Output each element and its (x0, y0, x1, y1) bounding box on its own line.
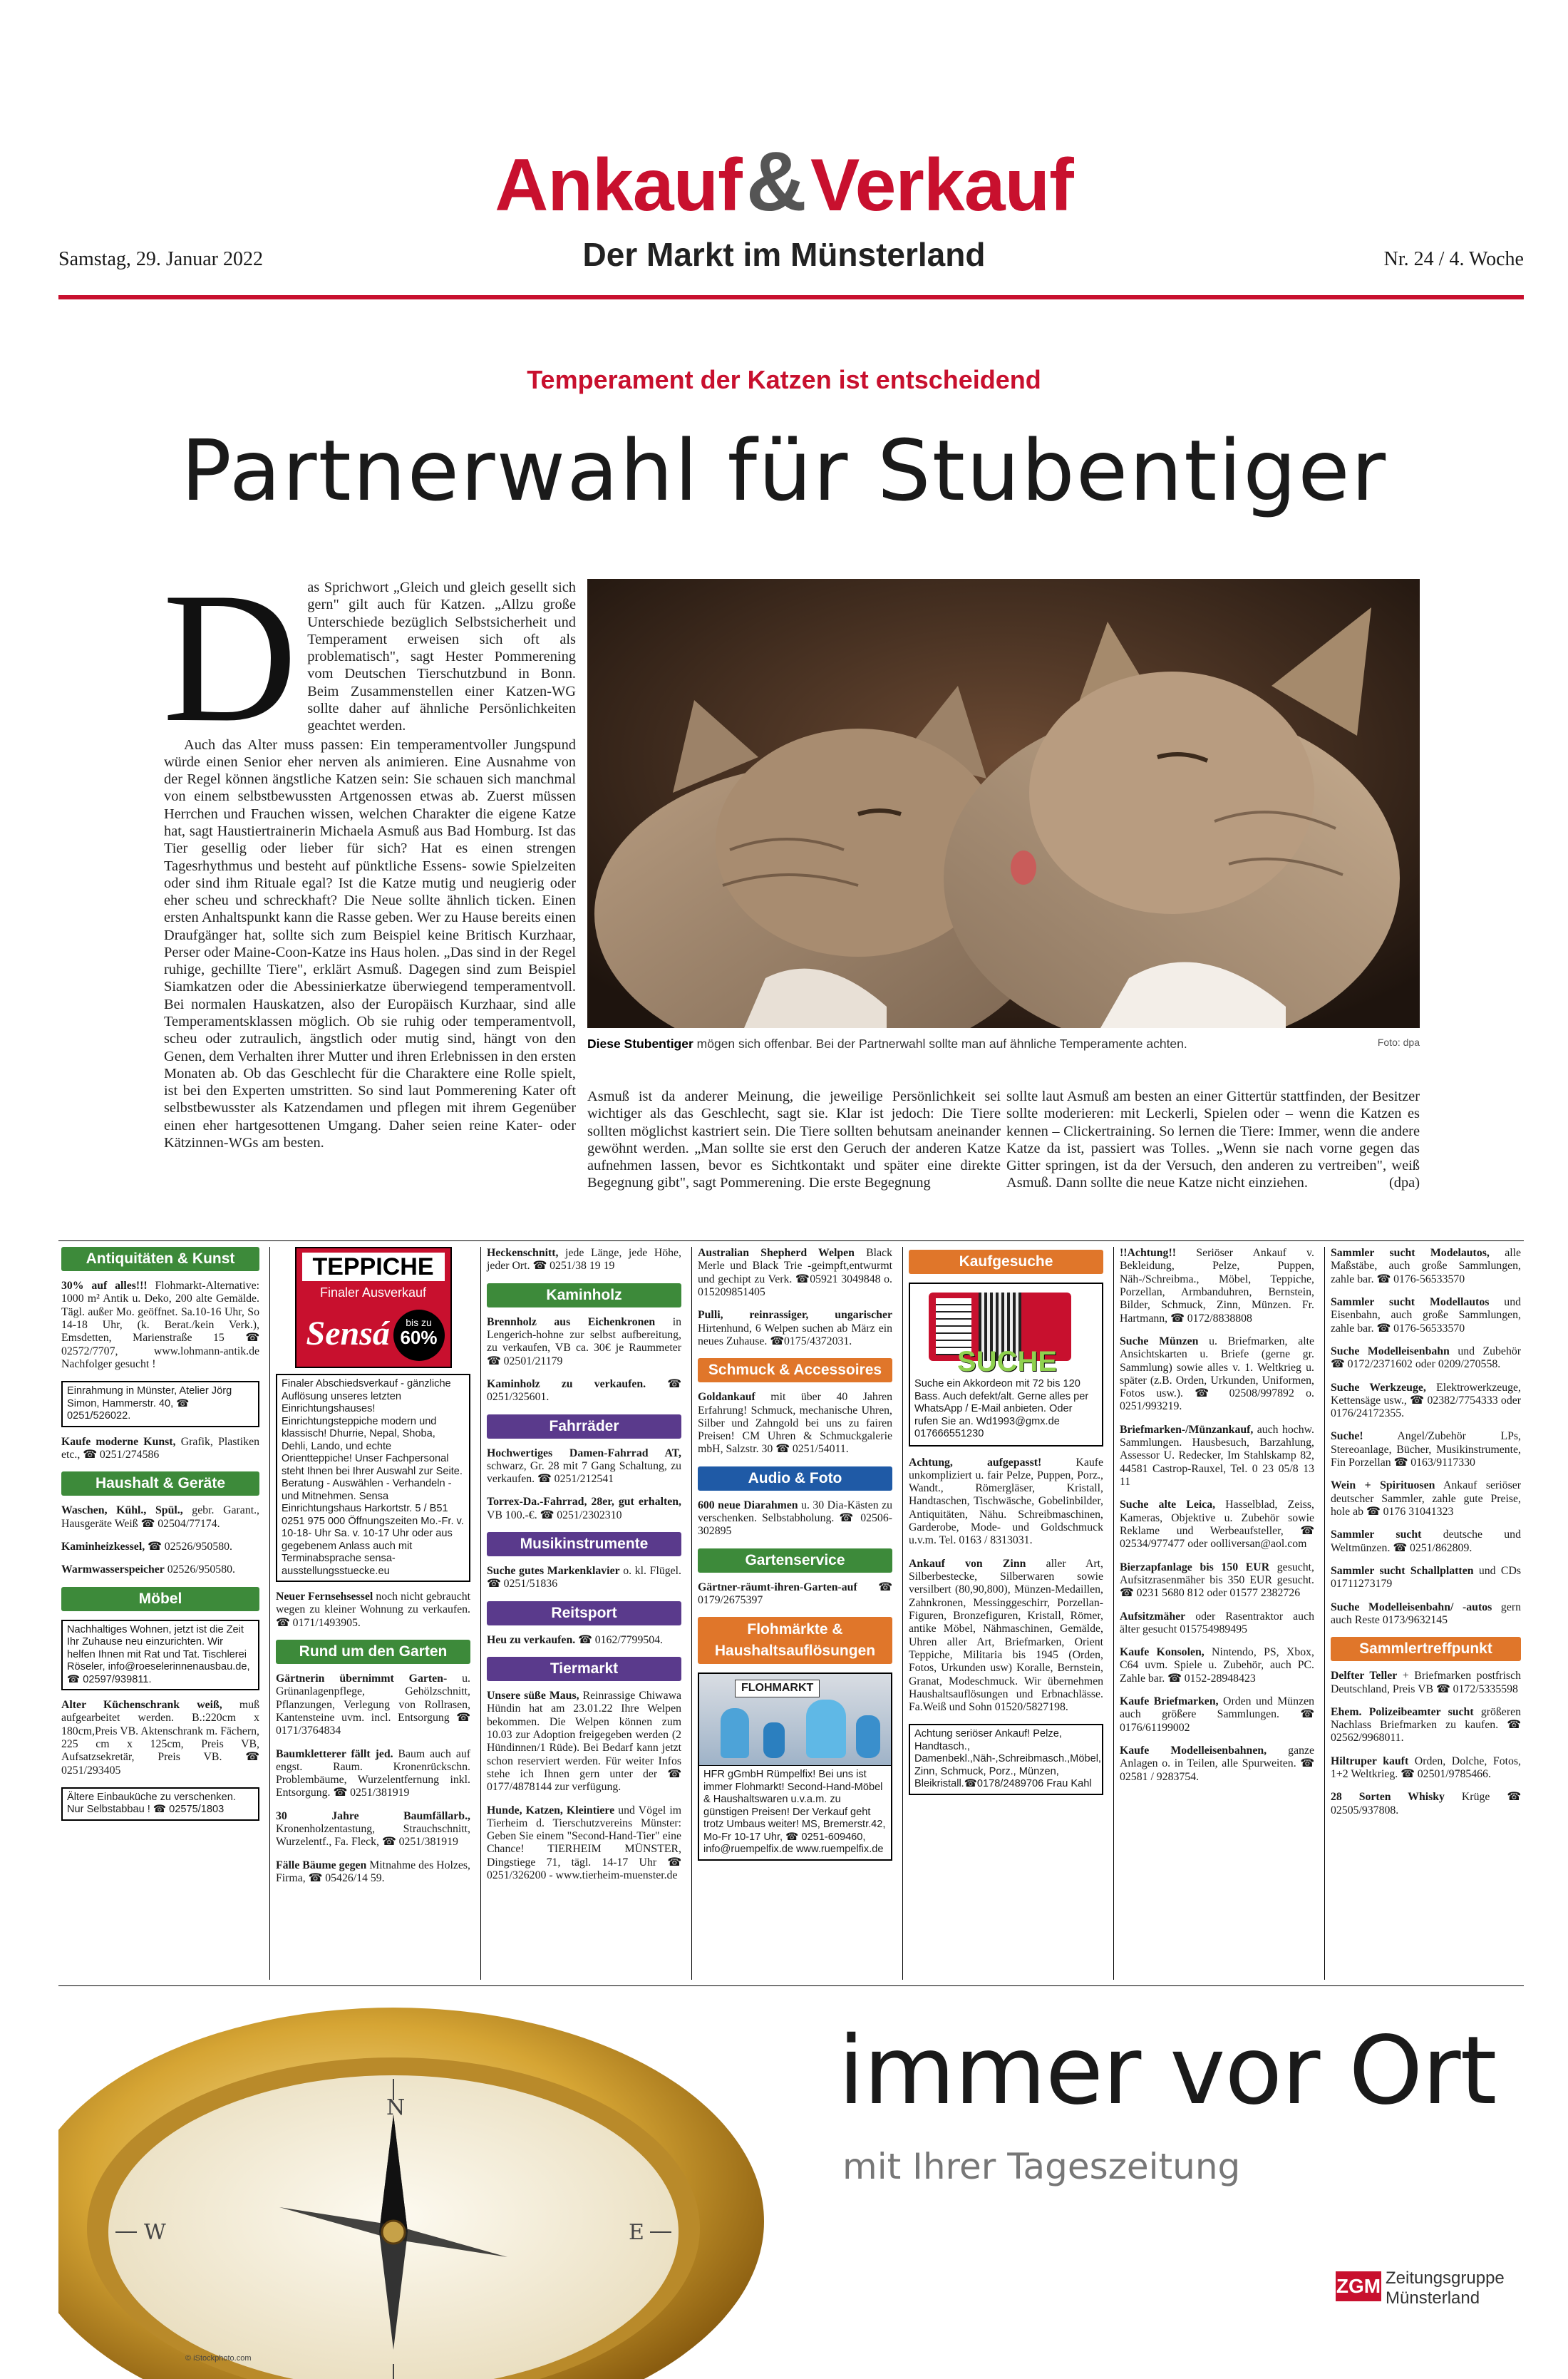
photo-credit: Foto: dpa (1377, 1037, 1420, 1048)
article-headline: Partnerwahl für Stubentiger (180, 421, 1388, 520)
article-body-1: Auch das Alter muss passen: Ein temperamentvoller Jungspund würde einen Senior eher nerven als animieren. Eine Ausnahme von der Regel können ängstliche Katzen sein: Sie schauen sich manchmal von einem selbstbewussten Artgenossen etwas ab. Zuerst müssen Herrchen und Frauchen wissen, welchen Charakter die eigene Katze hat, sagt Haustiertrainerin Michaela Asmuß aus Bad Homburg. Ist das Tier gesellig oder lieber für sich? Hat es einen strengen Tagesrhythmus und besteht auf pünktliche Essens- sowie Spielzeiten oder sind ihm Rituale egal? Ist die Katze mutig und neugierig oder eher scheu und schreckhaft? Die Neue sollte ähnlich ticken. Einen ersten Anhaltspunkt kann die Rasse geben. Wer zu Hause bereits einen Draufgänger hat, sollte sich zum Beispiel keine Britisch Kurzhaar, Perser oder Maine-Coon-Katze ins Haus holen. „Das sind in der Regel ruhige, gechillte Tiere", erklärt Asmuß. Dagegen sind zum Beispiel Siamkatzen oder die Abessinierkatze überwiegend temperamentvoll. Bei normalen Hauskatzen, also der Europäisch Kurzhaar, sind alle Temperamentsklassen möglich. Ob sie ruhig oder temperamentvoll, scheu oder zutraulich, ängstlich oder mutig sind, hängt von den Genen, dem Verhalten ihrer Mutter und ihren Erlebnissen in den ersten Monaten ab. Ob das Geschlecht für die Charaktere eine Rolle spielt, ist bei den Experten umstritten. So sind laut Pommerening Kater oft selbstbewusster als Katzendamen und pflegen mit ihrem Gegenüber einen eher hartgesottenen Umgang. Daher seien reine Kater- oder Kätzinnen-WGs am besten. (164, 736, 576, 1151)
article-column-1 (163, 554, 576, 1151)
classified-ad: Kaminheizkessel, ☎ 02526/950580. (61, 1540, 232, 1553)
classified-ad: Heckenschnitt, jede Länge, jede Höhe, jeder Ort. ☎ 0251/38 19 19 (487, 1247, 681, 1273)
section-header-pets: Tiermarkt (487, 1657, 681, 1681)
classified-ad: Suche gutes Markenklavier o. kl. Flügel. ☎ 0251/51836 (487, 1565, 681, 1591)
article-kicker: Temperament der Katzen ist entscheidend (527, 365, 1041, 394)
classified-ad: Warmwasserspeicher 02526/950580. (61, 1563, 235, 1576)
photo-credit-istock: © iStockphoto.com (185, 2354, 252, 2363)
section-header-garden-service: Gartenservice (698, 1548, 892, 1573)
classified-ad: Sammler sucht Modelautos, alle Maßstäbe, auch große Sammlungen, zahle bar. ☎ 0176-56533570 (1331, 1247, 1522, 1285)
classified-ad: Suche Modelleisenbahn/ -autos gern auch Reste 0173/9632145 (1331, 1600, 1521, 1626)
publisher-line-1: Zeitungsgruppe (1386, 2268, 1505, 2288)
classified-ad: Unsere süße Maus, Reinrassige Chiwawa Hündin hat am 23.01.22 Ihre Welpen bekommen. Die Welpen können zum 10.03 zur Adoption freigegeben werden (2 Hündinnen/1 Rüde). Bei Bedarf kann jetzt schon reserviert werden. Für weiter Infos stehe ich Ihnen gern unter der ☎ 0177/4878144 zur verfügung. (487, 1690, 681, 1794)
classified-ad: Ankauf von Zinn aller Art, Silberbestecke, Silberwaren sowie versilbert (80,90,800), Münzen-Medaillen, Zahnkronen, Messinggeschirr, Porzellan-Figuren, Bronzefiguren, Kristall, Römer, antike Möbel, Nähmaschinen, Gemälde, Uhren aller Art, Briefmarken, Orient Teppiche, Militaria bis 1945 (Orden, Fotos, Urkunden usw) Koralle, Bernstein, Granat, Modeschmuck. Wir übernehmen Haushaltsauflösungen und Erbnachlässe. Fa.Weiß und Sohn 01520/5827198. (909, 1557, 1103, 1714)
classified-ad: Sammler sucht deutsche und Weltmünzen. ☎ 0251/862809. (1331, 1528, 1521, 1554)
classified-ad: 30 Jahre Baumfällarb., Kronenholzentastung, Strauchschnitt, Wurzelentf., Fa. Fleck, ☎ 0251/381919 (276, 1809, 470, 1849)
compass-letter-n: N (386, 2095, 406, 2120)
issue-date: Samstag, 29. Januar 2022 (58, 248, 263, 270)
wanted-label: SUCHE (957, 1346, 1058, 1377)
classified-ad: 28 Sorten Whisky Krüge ☎ 02505/937808. (1331, 1791, 1521, 1817)
classified-ad: Neuer Fernsehsessel noch nicht gebraucht wegen zu kleiner Wohnung zu verkaufen. ☎ 0171/1493905. (276, 1591, 470, 1629)
classified-ad: Suche! Angel/Zubehör LPs, Stereoanlage, Bücher, Musikinstrumente, Fin Porzellan ☎ 0163/9117330 (1331, 1430, 1521, 1469)
article-column-3 (1006, 1088, 1420, 1192)
publisher-line-2: Münsterland (1386, 2288, 1480, 2308)
classified-ad: Hiltruper kauft Orden, Dolche, Fotos, 1+2 Weltkrieg. ☎ 02501/9785466. (1331, 1754, 1521, 1781)
section-header-instruments: Musikinstrumente (487, 1532, 681, 1556)
framed-ad: Einrahmung in Münster, Atelier Jörg Simon, Hammerstr. 40, ☎ 0251/526022. (61, 1381, 259, 1427)
classified-ad: Gärtner-räumt-ihren-Garten-auf ☎ 0179/2675397 (698, 1581, 892, 1606)
framed-ad: HFR gGmbH Rümpelfix! Bei uns ist immer Flohmarkt! Second-Hand-Möbel & Haushaltswaren u.v.a.m. zu günstigen Preisen! Der Verkauf geht trotz Umbaus weiter! MS, Bremerstr.42, Mo-Fr 10-17 Uhr, ☎ 0251-609460, info@ruempelfix.de www.ruempelfix.de (698, 1765, 892, 1861)
section-header-collectors: Sammlertreffpunkt (1331, 1637, 1521, 1661)
article-lead: as Sprichwort „Gleich und gleich gesellt sich gern" gilt auch für Katzen. „Allzu große Unterschiede bezüglich Selbstsicherheit und Temperament erweisen sich oft als problematisch", sagt Hester Pommerening vom Deutschen Tierschutzbund in Bonn. Beim Zusammenstellen einer Katzen-WG sollte daher auf ähnliche Persönlichkeiten geachtet werden. (307, 580, 576, 734)
classified-ad: Alter Küchenschrank weiß, muß aufgearbeitet werden. B.:220cm x 180cm,Preis VB. Aktenschrank m. Fächern, 225 cm x 125cm, Preis VB, Aufsatzsekretär, Preis VB. ☎ 0251/293405 (61, 1699, 259, 1777)
zgm-logo: ZGM (1336, 2271, 1381, 2301)
classifieds-column-5 (902, 1247, 1109, 1980)
masthead-word-verkauf: Verkauf (810, 144, 1073, 227)
issue-number: Nr. 24 / 4. Woche (1383, 248, 1524, 270)
classified-ad: Pulli, reinrassiger, ungarischer Hirtenhund, 6 Welpen suchen ab März ein neues Zuhause. ☎0175/4372031. (698, 1309, 892, 1347)
classified-ad: Kaufe moderne Kunst, Grafik, Plastiken etc., ☎ 0251/274586 (61, 1435, 259, 1461)
section-header-antiques: Antiquitäten & Kunst (61, 1247, 259, 1271)
classifieds-column-4 (691, 1247, 898, 1980)
section-header-flea-markets: Flohmärkte & Haushaltsauflösungen (698, 1617, 892, 1664)
flea-market-photo (698, 1673, 892, 1765)
classifieds-section (58, 1240, 1524, 1986)
masthead-tagline: Der Markt im Münsterland (582, 236, 986, 273)
classified-ad: Waschen, Kühl., Spül., gebr. Garant., Hausgeräte Weiß ☎ 02504/77174. (61, 1504, 259, 1530)
section-header-wanted: Kaufgesuche (909, 1250, 1103, 1274)
classified-ad: Bierzapfanlage bis 150 EUR gesucht, Aufsitzrasenmäher bis 350 EUR gesucht. ☎ 0231 5680 812 oder 01577 2382726 (1120, 1561, 1314, 1600)
classified-ad: Aufsitzmäher oder Rasentraktor auch älter gesucht 015754989495 (1120, 1610, 1314, 1635)
classified-ad: Suche alte Leica, Hasselblad, Zeiss, Kameras, Objektive u. Zubehör sowie Reklame und Werbeaufsteller, ☎ 02534/977477 oder oolliversan@aol.com (1120, 1499, 1314, 1551)
classified-ad: Sammler sucht Modellautos und Eisenbahn, auch große Sammlungen, zahle bar. ☎ 0176-56533570 (1331, 1295, 1521, 1335)
classified-ad: Hunde, Katzen, Kleintiere und Vögel im Tierheim d. Tierschutzvereins Münster: Geben Sie einem "Second-Hand-Tier" eine Chance! TIERHEIM MÜNSTER, Dingstiege 71, tägl. 14-17 Uhr ☎ 0251/326200 - www.tierheim-muenster.de (487, 1804, 682, 1882)
classified-ad: Goldankauf mit über 40 Jahren Erfahrung! Schmuck, mechanische Uhren, Silber und Zahngold bei uns zu fairen Preisen! CM Uhren & Schmuckgalerie mbH, Salzstr. 30 ☎ 0251/54011. (698, 1391, 892, 1456)
classified-ad: 30% auf alles!!! Flohmarkt-Alternative: 1000 m² Antik u. Deko, 200 alte Gemälde. Tägl. außer Mo. geöffnet. Sa.10-16 Uhr, So 14-18 Uhr, (k. Berat./kein Verk.), Emsdetten, Marienstraße 15 ☎ 02572/7707, www.lohmann-antik.de Nachfolger gesucht ! (61, 1280, 259, 1370)
sensa-carpet-logo (295, 1247, 452, 1368)
classified-ad: Ehem. Polizeibeamter sucht größeren Nachlass Briefmarken zu kaufen. ☎ 02562/9968011. (1331, 1705, 1521, 1745)
classified-ad: Achtung, aufgepasst! Kaufe unkompliziert u. fair Pelze, Puppen, Porz., Wandt., Römergläser, Kristall, Handtaschen, Tischwäsche, Gobelinbilder, Antiquitäten, Nähu. Schreibmaschinen, Garderobe, Mode- und Goldschmuck u.v.m. Tel. 0163 / 8313031. (909, 1456, 1103, 1547)
classified-ad: Australian Shepherd Welpen Black Merle und Black Trie -geimpft,entwurmt und gechipt zu Verk. ☎05921 3049848 o. 015209851405 (698, 1247, 892, 1298)
classified-ad: Baumkletterer fällt jed. Baum auch auf engst. Raum. Kronenrückschn. Problembäume, Wurzelentfernung inkl. Entsorgung. ☎ 0251/381919 (276, 1747, 470, 1799)
section-header-jewelry: Schmuck & Accessoires (698, 1358, 892, 1382)
glassware-illustration (721, 1708, 749, 1758)
publisher-name (1386, 2268, 1505, 2308)
classified-ad: Kaufe Modelleisenbahnen, ganze Anlagen o. in Teilen, alle Spurweiten. ☎ 02581 / 9283754. (1120, 1745, 1315, 1783)
classifieds-column-3 (480, 1247, 687, 1980)
classified-ad: Kaminholz zu verkaufen. ☎ 0251/325601. (487, 1377, 681, 1404)
discount-badge (393, 1310, 445, 1361)
classified-ad: Suche Modelleisenbahn und Zubehör ☎ 0172/2371602 oder 0209/270558. (1331, 1345, 1522, 1371)
logo-title: TEPPICHE (302, 1253, 445, 1281)
classifieds-column-6 (1113, 1247, 1320, 1980)
compass-letter-w: W (144, 2220, 166, 2245)
classified-ad: Heu zu verkaufen. ☎ 0162/7799504. (487, 1633, 663, 1646)
framed-ad: Finaler Abschiedsverkauf - gänzliche Auflösung unseres letzten Einrichtungshauses! Einrichtungsteppiche modern und klassisch! Dhurrie, Nepal, Shoba, Dehli, Lando, und echte Orientteppiche! Unser Fachpersonal steht Ihnen bei Ihrer Auswahl zur Seite. Beratung - Auswählen - Verhandeln - und Mitnehmen. Sensa Einrichtungshaus Harkortstr. 5 / B51 0251 975 000 Öffnungszeiten Mo.-Fr. v. 10-18- Uhr Sa. v. 10-17 Uhr oder aus gegebenem Anlass auch mit Terminabsprache sensa-ausstellungsstuecke.eu (276, 1374, 470, 1582)
section-header-garden: Rund um den Garten (276, 1640, 470, 1664)
classified-ad: Gärtnerin übernimmt Garten- u. Grünanlagenpflege, Gehölzschnitt, Pflanzungen, Verlegung von Rollrasen, Kantensteine uvm. incl. Entsorgung ☎ 0171/3764834 (276, 1672, 470, 1737)
caption-lead: Diese Stubentiger (587, 1037, 693, 1051)
framed-ad: Ältere Einbauküche zu verschenken. Nur Selbstabbau ! ☎ 02575/1803 (61, 1787, 259, 1821)
section-header-audio-photo: Audio & Foto (698, 1466, 892, 1491)
classified-ad: Torrex-Da.-Fahrrad, 28er, gut erhalten, VB 100.-€. ☎ 0251/2302310 (487, 1496, 681, 1521)
logo-brand: Sensá (306, 1315, 390, 1352)
classified-ad: Sammler sucht Schallplatten und CDs 01711273179 (1331, 1564, 1522, 1591)
article-body-3: sollte laut Asmuß am besten an einer Gittertür stattfinden, der Besitzer sollte moderieren: mit Leckerli, Spielen oder – wenn die Katzen es kennen – Clickertraining. So lernen die Tiere: Immer, wenn die andere Katze da ist, passiert was Tolles. „Wenn sie nach vorne gegen das Gitter springen, ist da der Versuch, den anderen zu vertreiben", weiß Asmuß. Dann sollte die neue Katze nicht einziehen. (1006, 1089, 1420, 1191)
section-header-furniture: Möbel (61, 1587, 259, 1611)
photo-caption (587, 1037, 1420, 1052)
article-source: (dpa) (1388, 1175, 1420, 1191)
logo-subtitle: Finaler Ausverkauf (319, 1285, 427, 1300)
accordion-illustration (914, 1288, 1098, 1377)
classified-ad: Suche Münzen u. Briefmarken, alte Ansichtskarten u. Briefe (gerne gr. Sammlung) sowie alles v. 1. Weltkrieg u. später (z.B. Orden, Urkunden, Uniformen, Fotos usw.). ☎ 02508/997892 o. 0251/993219. (1120, 1335, 1314, 1413)
badge-percent: 60% (400, 1327, 438, 1349)
glassware-illustration (806, 1700, 846, 1758)
framed-ad: Achtung seriöser Ankauf! Pelze, Handtasch., Damenbekl.,Näh-,Schreibmasch.,Möbel, Zinn, Schmuck, Porz., Münzen, Bleikristall.☎0178/2489706 Frau Kahl (909, 1724, 1103, 1795)
classified-ad: !!Achtung!! Seriöser Ankauf v. Bekleidung, Pelze, Puppen, Näh-/Schreibma., Möbel, Teppiche, Porzellan, Armbanduhren, Bernstein, Bilder, Schmuck, Zinn, Münzen. Fr. Hartmann, ☎ 0172/8838808 (1120, 1247, 1314, 1325)
masthead-logo (0, 135, 1568, 229)
flea-market-sign: FLOHMARKT (735, 1680, 820, 1697)
section-header-household: Haushalt & Geräte (61, 1471, 259, 1496)
classified-ad: Briefmarken-/Münzankauf, auch hochw. Sammlungen. Hausbesuch, Barzahlung, Assessor U. Redecker, Im Stahlskamp 82, 44581 Castrop-Rauxel, Tel. 0 23 05/8 13 11 (1120, 1423, 1314, 1488)
accordion-ad-text: Suche ein Akkordeon mit 72 bis 120 Bass. Auch defekt/alt. Gerne alles per WhatsApp / E-Mail anbieten. Oder rufen Sie an. Wd1993@gmx.de 017666551230 (914, 1378, 1089, 1439)
classified-ad: Kaufe Konsolen, Nintendo, PS, Xbox, C64 uvm. Spiele u. Zubehör, auch PC. Zahle bar. ☎ 0152-28948423 (1120, 1646, 1314, 1685)
article-photo-cats (587, 579, 1420, 1028)
classified-ad: Hochwertiges Damen-Fahrrad AT, schwarz, Gr. 28 mit 7 Gang Schaltung, zu verkaufen. ☎ 0251/212541 (487, 1447, 681, 1486)
glassware-illustration (856, 1715, 880, 1758)
caption-text: mögen sich offenbar. Bei der Partnerwahl sollte man auf ähnliche Temperamente achten. (693, 1037, 1187, 1051)
advert-subclaim: mit Ihrer Tageszeitung (842, 2146, 1241, 2187)
classified-ad: 600 neue Diarahmen u. 30 Dia-Kästen zu verschenken. Selbstabholung. ☎ 02506-302895 (698, 1499, 892, 1538)
section-header-equestrian: Reitsport (487, 1601, 681, 1625)
masthead-rule (58, 295, 1524, 299)
classifieds-column-7 (1324, 1247, 1524, 1980)
classified-ad: Delfter Teller + Briefmarken postfrisch Deutschland, Preis VB ☎ 0172/5335598 (1331, 1670, 1521, 1695)
compass-icon (58, 1993, 842, 2379)
cats-photo-illustration (587, 579, 1420, 1028)
classified-ad: Brennholz aus Eichenkronen in Lengerich-hohne zur selbst aufbereitung, zu verkaufen, VB ca. 30€ je Raummeter ☎ 02501/21179 (487, 1315, 681, 1367)
masthead-ampersand: & (746, 135, 806, 229)
classified-ad: Kaufe Briefmarken, Orden und Münzen auch größere Sammlungen. ☎ 0176/61199002 (1120, 1695, 1314, 1734)
classifieds-column-1 (58, 1247, 265, 1980)
classified-ad: Fälle Bäume gegen Mitnahme des Holzes, Firma, ☎ 05426/14 59. (276, 1859, 470, 1884)
article-column-2: Asmuß ist da anderer Meinung, die jeweilige Persönlichkeit sei wichtiger als das Geschlecht, sagt sie. Klar ist jedoch: Die Tiere sollten möglichst kastriert sein. Die Tiere sollten behutsam aneinander gewöhnt werden. „Man sollte sie erst den Geruch der anderen Katze aufnehmen lassen, bevor es Sichtkontakt und später eine direkte Begegnung gibt", sagt Pommerening. Die erste Begegnung (587, 1089, 1001, 1191)
compass-letter-e: E (629, 2220, 644, 2245)
masthead-word-ankauf: Ankauf (495, 144, 742, 227)
advert-claim: immer vor Ort (838, 2016, 1497, 2126)
classifieds-column-2 (269, 1247, 476, 1980)
classified-ad: Wein + Spirituosen Ankauf seriöser deutscher Sammler, zahle gute Preise, hole ab ☎ 0176 31041323 (1331, 1479, 1522, 1518)
classified-ad: Suche Werkzeuge, Elektrowerkzeuge, Kettensäge usw., ☎ 02382/7754333 oder 0176/24172355. (1331, 1381, 1521, 1420)
section-header-firewood: Kaminholz (487, 1283, 681, 1307)
framed-ad: Nachhaltiges Wohnen, jetzt ist die Zeit Ihr Zuhause neu einzurichten. Wir helfen Ihnen mit Rat und Tat. Tischlerei Röseler, info@roeselerinnenausbau.de, ☎ 02597/939811. (61, 1620, 259, 1691)
article-dropcap: D (163, 554, 298, 761)
badge-prefix: bis zu (406, 1317, 432, 1328)
glassware-illustration (763, 1722, 785, 1758)
accordion-ad (909, 1283, 1103, 1447)
section-header-bicycles: Fahrräder (487, 1414, 681, 1439)
